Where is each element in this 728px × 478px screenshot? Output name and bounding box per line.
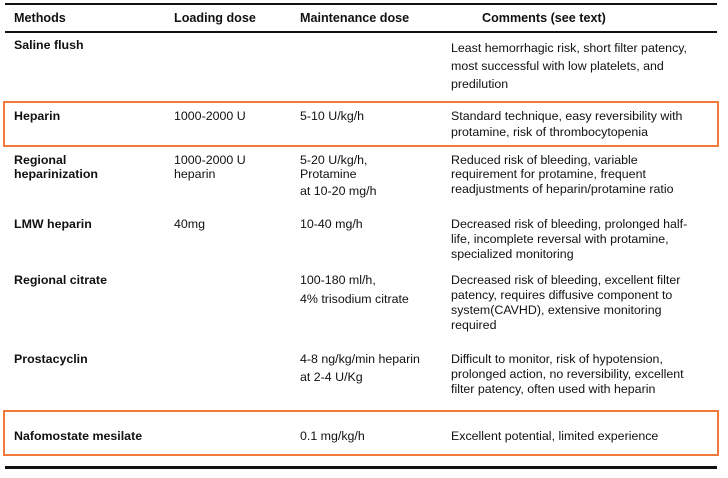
comment-line: Standard technique, easy reversibility with (451, 109, 683, 123)
comment-line: filter patency, often used with heparin (451, 382, 656, 396)
method-cell: Heparin (14, 109, 61, 123)
method-cell: LMW heparin (14, 217, 92, 231)
comment-line: required (451, 318, 497, 332)
comment-line: patency, requires diffusive component to (451, 288, 673, 302)
comment-line: specialized monitoring (451, 247, 574, 261)
comment-line: Reduced risk of bleeding, variable (451, 153, 638, 167)
comment-line: Difficult to monitor, risk of hypotension, (451, 352, 663, 366)
header-loading-dose: Loading dose (174, 11, 256, 25)
maintenance-dose-cell: at 2-4 U/Kg (300, 370, 363, 384)
loading-dose-cell: 40mg (174, 217, 205, 231)
comment-line: Decreased risk of bleeding, prolonged half- (451, 217, 688, 231)
header-methods: Methods (14, 11, 66, 25)
maintenance-dose-cell: 100-180 ml/h, (300, 273, 376, 287)
comment-line: requirement for protamine, frequent (451, 167, 646, 181)
comment-line: most successful with low platelets, and (451, 59, 664, 73)
header-comments: Comments (see text) (482, 11, 606, 25)
table-bottom-rule (5, 466, 717, 469)
method-cell: Regional citrate (14, 273, 107, 287)
maintenance-dose-cell: 5-20 U/kg/h, (300, 153, 368, 167)
table-top-rule (5, 3, 717, 5)
maintenance-dose-cell: at 10-20 mg/h (300, 184, 377, 198)
comment-line: system(CAVHD), extensive monitoring (451, 303, 662, 317)
comment-line: life, incomplete reversal with protamine, (451, 232, 669, 246)
comment-line: protamine, risk of thrombocytopenia (451, 125, 648, 139)
comment-line: readjustments of heparin/protamine ratio (451, 182, 674, 196)
maintenance-dose-cell: 4% trisodium citrate (300, 292, 409, 306)
method-cell: heparinization (14, 167, 98, 181)
loading-dose-cell: heparin (174, 167, 216, 181)
header-maintenance-dose: Maintenance dose (300, 11, 410, 25)
comment-line: Least hemorrhagic risk, short filter patency, (451, 41, 687, 55)
table-header-rule (5, 31, 717, 33)
maintenance-dose-cell: 4-8 ng/kg/min heparin (300, 352, 420, 366)
method-cell: Prostacyclin (14, 352, 88, 366)
maintenance-dose-cell: 0.1 mg/kg/h (300, 429, 365, 443)
comment-line: prolonged action, no reversibility, excellent (451, 367, 684, 381)
method-cell: Saline flush (14, 38, 84, 52)
maintenance-dose-cell: 5-10 U/kg/h (300, 109, 365, 123)
method-cell: Regional (14, 153, 67, 167)
loading-dose-cell: 1000-2000 U (174, 153, 246, 167)
comment-line: Decreased risk of bleeding, excellent filter (451, 273, 681, 287)
comment-line: Excellent potential, limited experience (451, 429, 659, 443)
comment-line: predilution (451, 77, 509, 91)
loading-dose-cell: 1000-2000 U (174, 109, 246, 123)
maintenance-dose-cell: 10-40 mg/h (300, 217, 363, 231)
method-cell: Nafomostate mesilate (14, 429, 143, 443)
maintenance-dose-cell: Protamine (300, 167, 357, 181)
